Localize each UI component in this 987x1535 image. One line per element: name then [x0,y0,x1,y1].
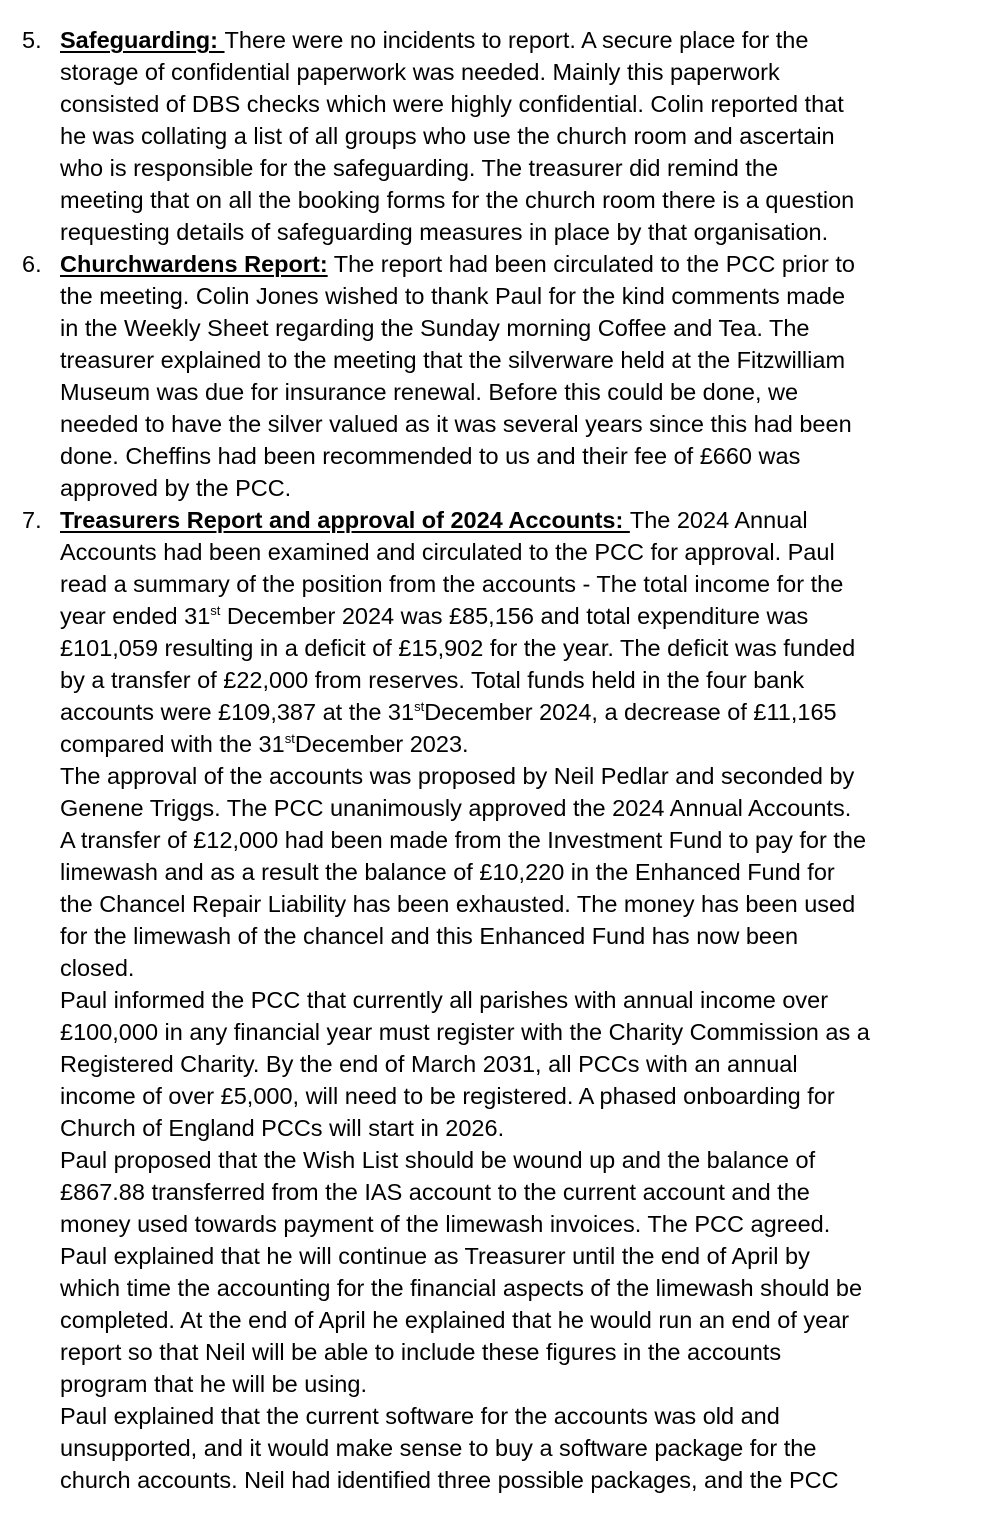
agenda-item-treasurers-report: 7. Treasurers Report and approval of 2024 Accounts: The 2024 Annual Accounts had been examined and circulated to the PCC for approval. Paul read a summary of the position from the accounts - The total income for the year ended 31st December 2024 was £85,156 and total expenditure was £101,059 resulting in a deficit of £15,902 for the year. The deficit was funded by a transfer of £22,000 from reserves. Total funds held in the four bank accounts were £109,387 at the 31stDecember 2024, a decrease of £11,165 compared with the 31stDecember 2023. The approval of the accounts was proposed by Neil Pedlar and seconded by Genene Triggs. The PCC unanimously approved the 2024 Annual Accounts. A transfer of £12,000 had been made from the Investment Fund to pay for the limewash and as a result the balance of £10,220 in the Enhanced Fund for the Chancel Repair Liability has been exhausted. The money has been used for the limewash of the chancel and this Enhanced Fund has now been closed. Paul informed the PCC that currently all parishes with annual income over £100,000 in any financial year must register with the Charity Commission as a Registered Charity. By the end of March 2031, all PCCs with an annual income of over £5,000, will need to be registered. A phased onboarding for Church of England PCCs will start in 2026. Paul proposed that the Wish List should be wound up and the balance of £867.88 transferred from the IAS account to the current account and the money used towards payment of the limewash invoices. The PCC agreed. Paul explained that he will continue as Treasurer until the end of April by which time the accounting for the financial aspects of the limewash should be completed. At the end of April he explained that he would run an end of year report so that Neil will be able to include these figures in the accounts program that he will be using. Paul explained that the current software for the accounts was old and unsupported, and it would make sense to buy a software package for the church accounts. Neil had identified three possible packages, and the PCC [0,504,987,1496]
paragraph-accounts-approval: The approval of the accounts was proposed by Neil Pedlar and seconded by Genene Triggs. The PCC unanimously approved the 2024 Annual Accounts. A transfer of £12,000 had been made from the Investment Fund to pay for the limewash and as a result the balance of £10,220 in the Enhanced Fund for the Chancel Repair Liability has been exhausted. The money has been used for the limewash of the chancel and this Enhanced Fund has now been closed. [60,763,867,981]
item-number: 5. [22,27,42,53]
item-heading: Churchwardens Report: [60,251,328,277]
item-heading: Safeguarding: [60,27,225,53]
paragraph-treasurer-handover: Paul explained that he will continue as Treasurer until the end of April by which time the accounting for the financial aspects of the limewash should be completed. At the end of April he explained that he would run an end of year report so that Neil will be able to include these figures in the accounts program that he will be using. [60,1243,863,1397]
item-number: 7. [22,507,42,533]
agenda-item-safeguarding: 5. Safeguarding: There were no incidents to report. A secure place for the storage of confidential paperwork was needed. Mainly this paperwork consisted of DBS checks which were highly confidential. Colin reported that he was collating a list of all groups who use the church room and ascertain who is responsible for the safeguarding. The treasurer did remind the meeting that on all the booking forms for the church room there is a question requesting details of safeguarding measures in place by that organisation. [0,24,987,248]
paragraph-wish-list: Paul proposed that the Wish List should be wound up and the balance of £867.88 transferred from the IAS account to the current account and the money used towards payment of the limewash invoices. The PCC agreed. [60,1147,831,1237]
item-number: 6. [22,251,42,277]
paragraph-charity-registration: Paul informed the PCC that currently all parishes with annual income over £100,000 in any financial year must register with the Charity Commission as a Registered Charity. By the end of March 2031, all PCCs with an annual income of over £5,000, will need to be registered. A phased onboarding for Church of England PCCs will start in 2026. [60,987,870,1141]
item-heading: Treasurers Report and approval of 2024 Accounts: [60,507,630,533]
paragraph-accounts-software: Paul explained that the current software for the accounts was old and unsupported, and it would make sense to buy a software package for the church accounts. Neil had identified three possible packages, and the PCC [60,1403,839,1493]
agenda-item-churchwardens-report: 6. Churchwardens Report: The report had been circulated to the PCC prior to the meeting. Colin Jones wished to thank Paul for the kind comments made in the Weekly Sheet regarding the Sunday morning Coffee and Tea. The treasurer explained to the meeting that the silverware held at the Fitzwilliam Museum was due for insurance renewal. Before this could be done, we needed to have the silver valued as it was several years since this had been done. Cheffins had been recommended to us and their fee of £660 was approved by the PCC. [0,248,987,504]
